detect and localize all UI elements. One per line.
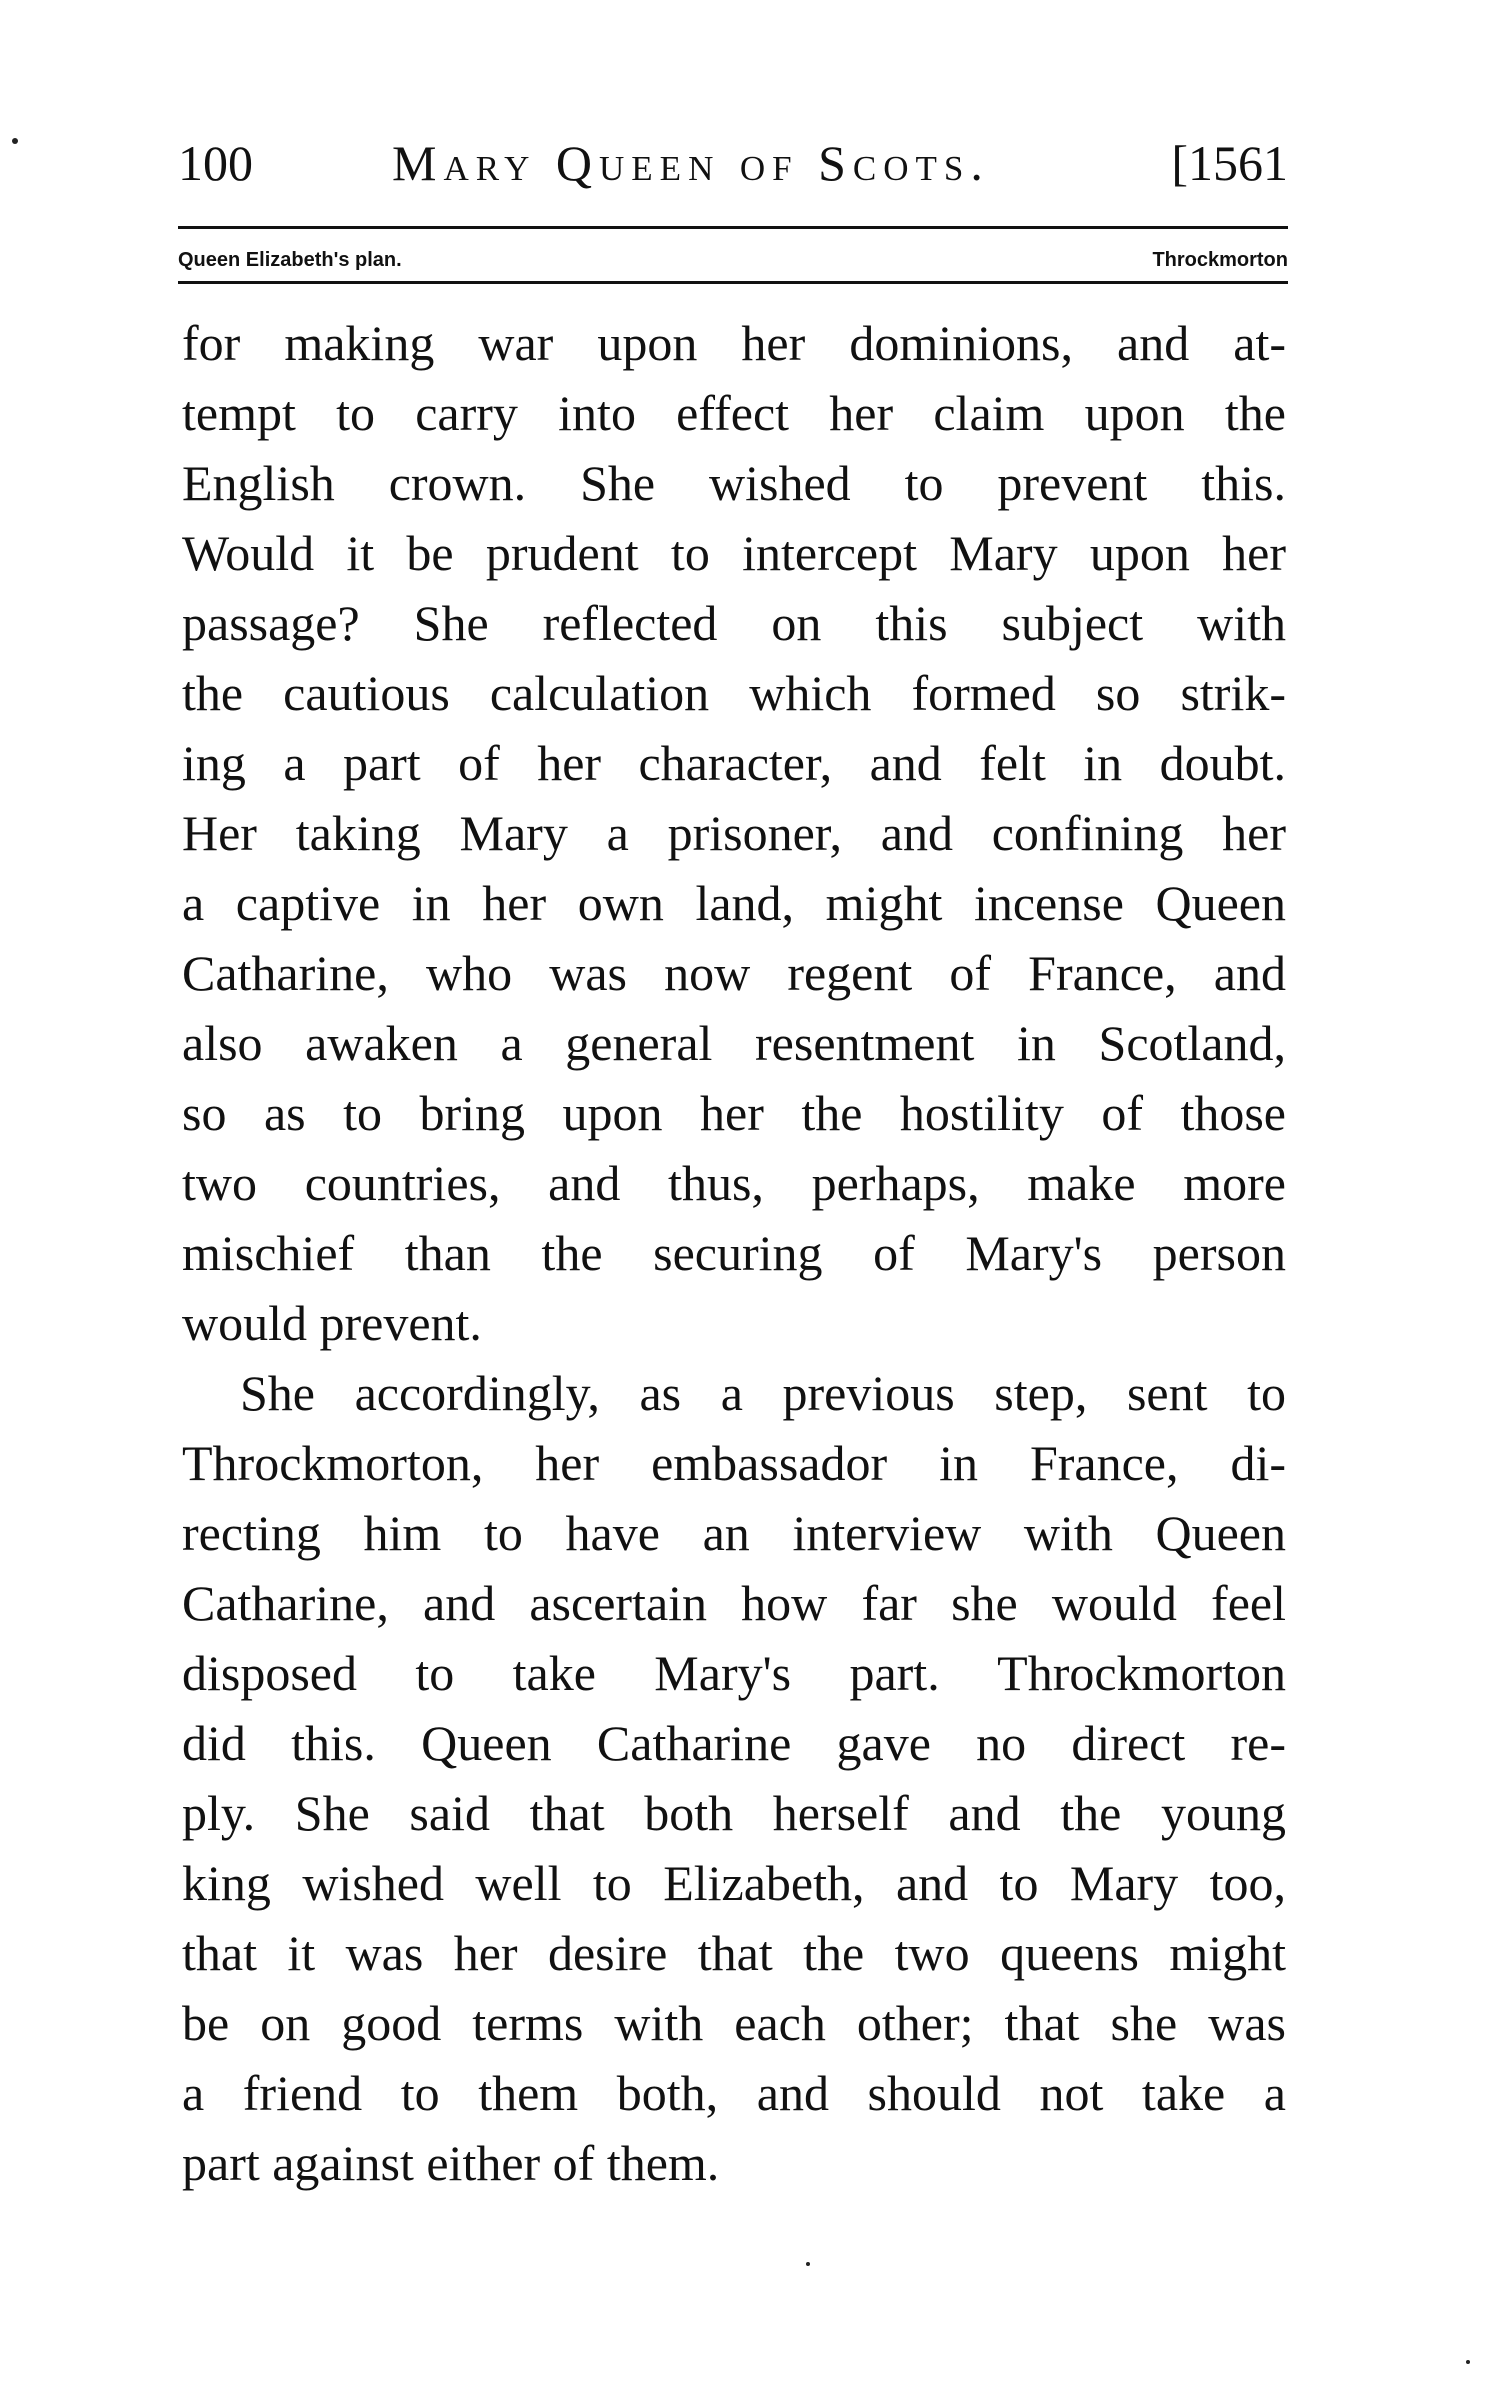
text-line: passage? She reflected on this subject with (182, 595, 1286, 651)
text-line: that it was her desire that the two queens might (182, 1925, 1286, 1981)
text-line: English crown. She wished to prevent this. (182, 455, 1286, 511)
paragraph-1 (182, 308, 1286, 1358)
text-line: part against either of them. (182, 2135, 720, 2191)
text-line: mischief than the securing of Mary's person (182, 1225, 1286, 1281)
scan-speck (806, 2262, 810, 2266)
header-rule-bottom (178, 281, 1288, 284)
text-line: for making war upon her dominions, and at- (182, 315, 1286, 371)
subhead-right: Throckmorton (1152, 249, 1288, 271)
running-year: [1561 (1171, 135, 1288, 191)
text-line: two countries, and thus, perhaps, make more (182, 1155, 1286, 1211)
running-title: Mary Queen of Scots. (392, 135, 990, 191)
text-line: a friend to them both, and should not take a (182, 2065, 1286, 2121)
subhead-left: Queen Elizabeth's plan. (178, 249, 402, 271)
body-text (182, 308, 1286, 2198)
marginal-subheads (178, 244, 1288, 276)
text-line: Catharine, and ascertain how far she would feel (182, 1575, 1286, 1631)
text-line: did this. Queen Catharine gave no direct re- (182, 1715, 1286, 1771)
scan-speck (12, 138, 18, 144)
text-line: Throckmorton, her embassador in France, di- (182, 1435, 1286, 1491)
text-line: She accordingly, as a previous step, sent to (240, 1365, 1286, 1421)
text-line: ing a part of her character, and felt in doubt. (182, 735, 1286, 791)
text-line: king wished well to Elizabeth, and to Mary too, (182, 1855, 1286, 1911)
text-line: also awaken a general resentment in Scotland, (182, 1015, 1286, 1071)
text-line: Would it be prudent to intercept Mary upon her (182, 525, 1286, 581)
text-line: Catharine, who was now regent of France, and (182, 945, 1286, 1001)
page-number: 100 (178, 135, 253, 191)
text-line: the cautious calculation which formed so strik- (182, 665, 1286, 721)
header-rule-top (178, 226, 1288, 229)
scan-speck (1466, 2360, 1470, 2364)
text-line: ply. She said that both herself and the young (182, 1785, 1286, 1841)
paragraph-2 (182, 1358, 1286, 2198)
text-line: tempt to carry into effect her claim upon the (182, 385, 1286, 441)
text-line: would prevent. (182, 1295, 482, 1351)
text-line: disposed to take Mary's part. Throckmorton (182, 1645, 1286, 1701)
text-line: recting him to have an interview with Queen (182, 1505, 1286, 1561)
text-line: be on good terms with each other; that she was (182, 1995, 1286, 2051)
text-line: Her taking Mary a prisoner, and confining her (182, 805, 1286, 861)
text-line: a captive in her own land, might incense Queen (182, 875, 1286, 931)
text-line: so as to bring upon her the hostility of those (182, 1085, 1286, 1141)
running-head (178, 128, 1288, 198)
